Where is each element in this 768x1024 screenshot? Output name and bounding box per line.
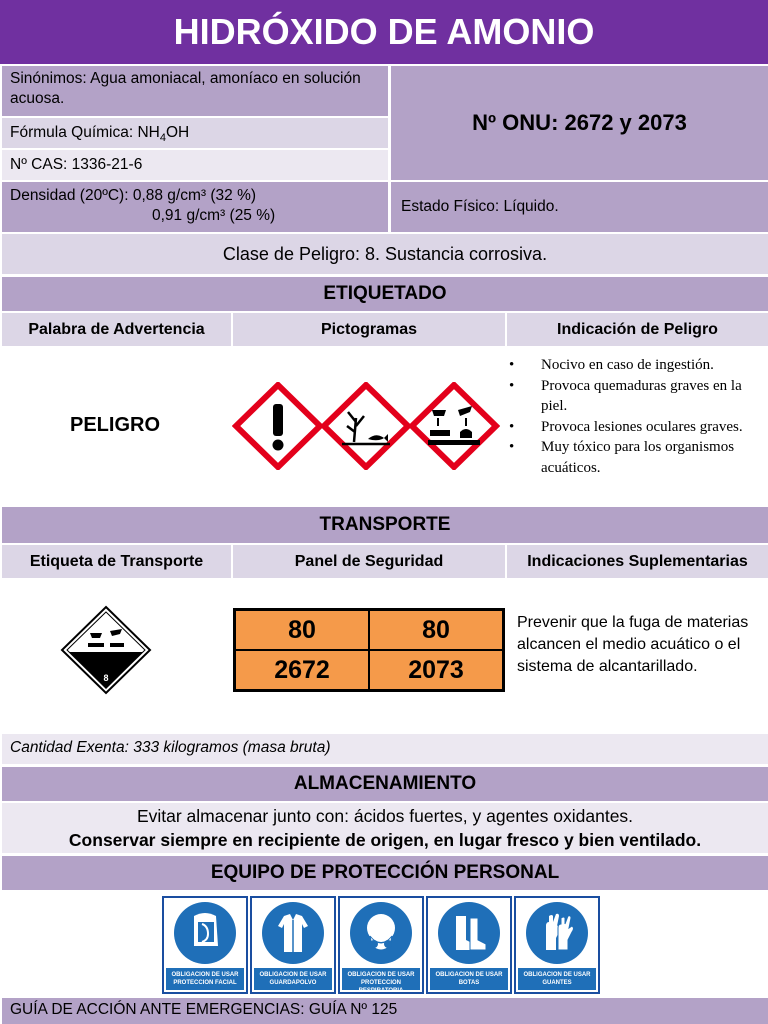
lab-coat-icon <box>262 902 324 964</box>
ppe-sign-face-shield <box>162 896 248 994</box>
page-title: HIDRÓXIDO DE AMONIO <box>0 0 768 64</box>
hazard-statement: • Nocivo en caso de ingestión. <box>507 355 765 376</box>
exclamation-icon <box>232 382 324 470</box>
storage-line-2: Conservar siempre en recipiente de origen, en lugar fresco y bien ventilado. <box>68 830 702 850</box>
un-number: Nº ONU: 2672 y 2073 <box>391 66 768 180</box>
hazard-statement: • Provoca lesiones oculares graves. <box>507 417 765 438</box>
signal-word: PELIGRO <box>69 413 160 436</box>
col-supplementary: Indicaciones Suplementarias <box>507 545 768 578</box>
respirator-icon <box>350 902 412 964</box>
physical-state: Estado Físico: Líquido. <box>391 182 768 232</box>
section-transport-title: TRANSPORTE <box>2 507 768 543</box>
formula-text: Fórmula Química: NH <box>10 124 160 141</box>
boots-icon <box>438 902 500 964</box>
col-hazard-statements: Indicación de Peligro <box>507 313 768 346</box>
storage-text <box>2 803 768 853</box>
density-line-1: Densidad (20ºC): 0,88 g/cm³ (32 %) <box>10 187 257 204</box>
section-storage-title: ALMACENAMIENTO <box>2 767 768 801</box>
supplementary-text: Prevenir que la fuga de materias alcancen el medio acuático o el sistema de alcantarillado. <box>517 614 749 675</box>
hazard-class: Clase de Peligro: 8. Sustancia corrosiva. <box>2 234 768 274</box>
ppe-caption: OBLIGACION DE USAR PROTECCION FACIAL <box>166 968 244 990</box>
col-transport-label: Etiqueta de Transporte <box>2 545 231 578</box>
density <box>2 182 388 232</box>
col-pictograms: Pictogramas <box>233 313 505 346</box>
section-labeling-title: ETIQUETADO <box>2 277 768 311</box>
panel-un-number: 2672 <box>235 650 369 690</box>
corrosion-icon <box>408 382 500 470</box>
ppe-caption: OBLIGACION DE USAR PROTECCION RESPIRATORIA <box>342 968 420 990</box>
exempt-quantity: Cantidad Exenta: 333 kilogramos (masa bruta) <box>2 734 768 764</box>
ppe-caption: OBLIGACION DE USAR BOTAS <box>430 968 508 990</box>
storage-line-1: Evitar almacenar junto con: ácidos fuertes, y agentes oxidantes. <box>136 806 634 826</box>
synonyms: Sinónimos: Agua amoniacal, amoníaco en solución acuosa. <box>2 66 388 116</box>
formula-subscript: 4 <box>159 132 166 145</box>
panel-un-number: 2073 <box>369 650 503 690</box>
orange-safety-panel <box>233 608 505 692</box>
col-signal-word: Palabra de Advertencia <box>2 313 231 346</box>
ppe-caption: OBLIGACION DE USAR GUANTES <box>518 968 596 990</box>
hazard-statement-list <box>507 355 765 478</box>
ppe-caption: OBLIGACION DE USAR GUARDAPOLVO <box>254 968 332 990</box>
ppe-sign-boots <box>426 896 512 994</box>
environment-icon <box>320 382 412 470</box>
transport-class-number: 8 <box>103 673 109 683</box>
face-shield-icon <box>174 902 236 964</box>
ppe-sign-gloves <box>514 896 600 994</box>
ppe-sign-respirator <box>338 896 424 994</box>
class-8-transport-label-icon <box>60 605 152 695</box>
section-ppe-title: EQUIPO DE PROTECCIÓN PERSONAL <box>2 856 768 890</box>
panel-hazard-code: 80 <box>369 610 503 650</box>
ppe-sign-lab-coat <box>250 896 336 994</box>
panel-hazard-code: 80 <box>235 610 369 650</box>
chemical-formula <box>2 118 388 148</box>
gloves-icon <box>526 902 588 964</box>
cas-number: Nº CAS: 1336-21-6 <box>2 150 388 180</box>
hazard-statement: • Muy tóxico para los organismos acuáticos. <box>507 437 765 478</box>
col-safety-panel: Panel de Seguridad <box>233 545 505 578</box>
formula-end: OH <box>166 124 190 141</box>
density-line-2: 0,91 g/cm³ (25 %) <box>152 207 276 224</box>
emergency-guide: GUÍA DE ACCIÓN ANTE EMERGENCIAS: GUÍA Nº 125 <box>2 998 768 1024</box>
hazard-statement: • Provoca quemaduras graves en la piel. <box>507 376 765 417</box>
